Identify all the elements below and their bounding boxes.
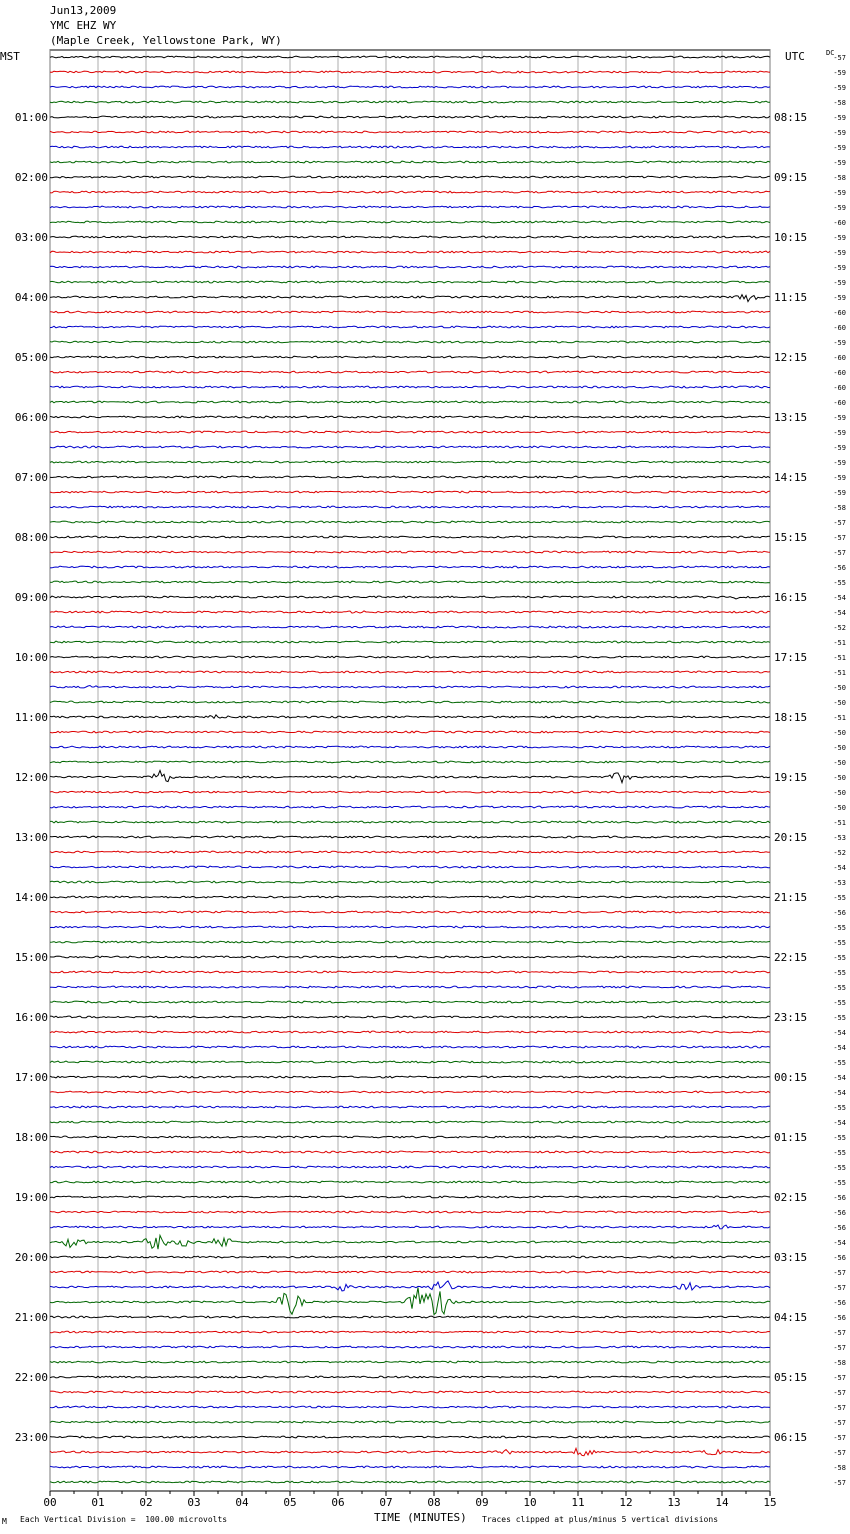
x-tick-label: 07 xyxy=(379,1496,393,1509)
dc-offset-label: -50 xyxy=(833,729,846,737)
seismic-trace xyxy=(50,1076,770,1078)
seismic-trace xyxy=(50,686,770,688)
left-hour-label: 11:00 xyxy=(14,711,48,724)
dc-offset-label: -59 xyxy=(833,444,846,452)
dc-offset-label: -59 xyxy=(833,69,846,77)
dc-offset-label: -59 xyxy=(833,189,846,197)
dc-offset-label: -59 xyxy=(833,414,846,422)
left-hour-label: 22:00 xyxy=(14,1371,48,1384)
left-hour-label: 01:00 xyxy=(14,111,48,124)
dc-offset-label: -55 xyxy=(833,1014,846,1022)
seismic-trace xyxy=(50,71,770,73)
dc-offset-label: -57 xyxy=(833,519,846,527)
left-hour-label: 23:00 xyxy=(14,1431,48,1444)
left-hour-label: 17:00 xyxy=(14,1071,48,1084)
dc-offset-label: -57 xyxy=(833,549,846,557)
seismic-trace xyxy=(50,1181,770,1183)
seismic-trace xyxy=(50,881,770,883)
x-tick-label: 01 xyxy=(91,1496,105,1509)
dc-offset-label: -59 xyxy=(833,84,846,92)
chart-date: Jun13,2009 xyxy=(50,4,117,17)
dc-offset-label: -56 xyxy=(833,1224,846,1232)
dc-offset-label: -57 xyxy=(833,1404,846,1412)
seismic-trace xyxy=(50,611,770,613)
dc-offset-label: -57 xyxy=(833,1434,846,1442)
dc-offset-label: -58 xyxy=(833,504,846,512)
left-hour-label: 09:00 xyxy=(14,591,48,604)
seismic-trace xyxy=(50,566,770,568)
seismic-trace xyxy=(50,1106,770,1108)
right-hour-label: 01:15 xyxy=(774,1131,808,1144)
right-hour-label: 19:15 xyxy=(774,771,808,784)
dc-offset-label: -50 xyxy=(833,699,846,707)
dc-offset-label: -59 xyxy=(833,489,846,497)
dc-offset-label: -53 xyxy=(833,834,846,842)
seismic-trace xyxy=(50,1225,770,1229)
seismic-trace xyxy=(50,866,770,868)
right-hour-label: 17:15 xyxy=(774,651,808,664)
dc-offset-label: -55 xyxy=(833,1059,846,1067)
seismic-trace xyxy=(50,641,770,643)
dc-offset-label: -58 xyxy=(833,1464,846,1472)
dc-offset-label: -53 xyxy=(833,879,846,887)
dc-offset-label: -54 xyxy=(833,1239,846,1247)
seismic-trace xyxy=(50,146,770,148)
dc-offset-label: -60 xyxy=(833,309,846,317)
seismic-trace xyxy=(50,1256,770,1258)
seismic-trace xyxy=(50,581,770,583)
right-hour-label: 03:15 xyxy=(774,1251,808,1264)
dc-offset-label: -55 xyxy=(833,999,846,1007)
dc-offset-label: -55 xyxy=(833,579,846,587)
dc-offset-label: -50 xyxy=(833,684,846,692)
seismic-trace xyxy=(50,1288,770,1315)
right-hour-label: 08:15 xyxy=(774,111,808,124)
dc-offset-label: -57 xyxy=(833,1329,846,1337)
seismic-trace xyxy=(50,131,770,133)
dc-offset-label: -50 xyxy=(833,804,846,812)
dc-offset-label: -60 xyxy=(833,354,846,362)
dc-offset-label: -58 xyxy=(833,1359,846,1367)
seismic-trace xyxy=(50,971,770,973)
seismic-trace xyxy=(50,791,770,793)
seismic-trace xyxy=(50,1271,770,1273)
seismic-trace xyxy=(50,506,770,508)
seismic-trace xyxy=(50,191,770,193)
left-hour-label: 04:00 xyxy=(14,291,48,304)
seismic-trace xyxy=(50,770,770,782)
dc-offset-label: -50 xyxy=(833,774,846,782)
clipping-note: Traces clipped at plus/minus 5 vertical divisions xyxy=(482,1515,719,1524)
seismic-trace xyxy=(50,1196,770,1198)
dc-offset-label: -55 xyxy=(833,894,846,902)
dc-offset-label: -60 xyxy=(833,369,846,377)
x-tick-label: 02 xyxy=(139,1496,153,1509)
dc-offset-label: -59 xyxy=(833,279,846,287)
dc-offset-label: -56 xyxy=(833,909,846,917)
dc-offset-label: -50 xyxy=(833,744,846,752)
dc-offset-label: -56 xyxy=(833,1194,846,1202)
seismic-trace xyxy=(50,1391,770,1393)
dc-offset-label: -56 xyxy=(833,1299,846,1307)
dc-offset-label: -52 xyxy=(833,849,846,857)
x-tick-label: 08 xyxy=(427,1496,441,1509)
dc-offset-label: -60 xyxy=(833,384,846,392)
seismic-trace xyxy=(50,206,770,208)
seismic-trace xyxy=(50,116,770,118)
seismic-trace xyxy=(50,1448,770,1455)
dc-offset-label: -56 xyxy=(833,1314,846,1322)
dc-offset-label: -57 xyxy=(833,1269,846,1277)
vertical-scale-note: Each Vertical Division = 100.00 microvolts xyxy=(20,1515,228,1524)
seismic-trace xyxy=(50,1151,770,1153)
seismic-trace xyxy=(50,1281,770,1291)
x-tick-label: 13 xyxy=(667,1496,681,1509)
dc-offset-label: -54 xyxy=(833,1074,846,1082)
right-hour-label: 04:15 xyxy=(774,1311,808,1324)
x-tick-label: 09 xyxy=(475,1496,489,1509)
seismic-trace xyxy=(50,1466,770,1468)
dc-offset-label: -56 xyxy=(833,1209,846,1217)
dc-offset-label: -59 xyxy=(833,474,846,482)
x-tick-label: 03 xyxy=(187,1496,201,1509)
right-hour-label: 20:15 xyxy=(774,831,808,844)
seismic-trace xyxy=(50,1235,770,1249)
dc-offset-label: -59 xyxy=(833,294,846,302)
dc-offset-label: -59 xyxy=(833,204,846,212)
dc-offset-label: -55 xyxy=(833,1179,846,1187)
seismic-trace xyxy=(50,1331,770,1333)
seismic-trace xyxy=(50,536,770,538)
seismic-trace xyxy=(50,1421,770,1423)
seismic-trace xyxy=(50,176,770,178)
seismic-trace xyxy=(50,1046,770,1048)
dc-offset-label: -59 xyxy=(833,159,846,167)
dc-offset-label: -59 xyxy=(833,429,846,437)
seismic-trace xyxy=(50,806,770,808)
seismic-trace xyxy=(50,1001,770,1003)
dc-offset-label: -55 xyxy=(833,969,846,977)
dc-offset-label: -55 xyxy=(833,954,846,962)
seismic-trace xyxy=(50,941,770,943)
seismic-trace xyxy=(50,295,770,302)
left-hour-label: 18:00 xyxy=(14,1131,48,1144)
seismic-trace xyxy=(50,896,770,898)
left-hour-label: 15:00 xyxy=(14,951,48,964)
seismic-trace xyxy=(50,1376,770,1378)
seismic-trace xyxy=(50,1346,770,1348)
seismic-trace xyxy=(50,251,770,253)
right-hour-label: 09:15 xyxy=(774,171,808,184)
seismic-trace xyxy=(50,416,770,418)
x-tick-label: 04 xyxy=(235,1496,249,1509)
seismic-trace xyxy=(50,326,770,328)
x-tick-label: 00 xyxy=(43,1496,57,1509)
seismic-trace xyxy=(50,1061,770,1063)
seismic-trace xyxy=(50,851,770,853)
dc-offset-label: -54 xyxy=(833,1044,846,1052)
dc-offset-header: DC xyxy=(826,49,835,57)
x-tick-label: 15 xyxy=(763,1496,777,1509)
dc-offset-label: -59 xyxy=(833,144,846,152)
dc-offset-label: -57 xyxy=(833,1449,846,1457)
dc-offset-label: -60 xyxy=(833,324,846,332)
left-hour-label: 20:00 xyxy=(14,1251,48,1264)
seismic-trace xyxy=(50,1121,770,1123)
dc-offset-label: -51 xyxy=(833,639,846,647)
x-tick-label: 14 xyxy=(715,1496,729,1509)
right-hour-label: 18:15 xyxy=(774,711,808,724)
dc-offset-label: -55 xyxy=(833,939,846,947)
dc-offset-label: -54 xyxy=(833,864,846,872)
dc-offset-label: -57 xyxy=(833,534,846,542)
dc-offset-label: -60 xyxy=(833,219,846,227)
right-hour-label: 00:15 xyxy=(774,1071,808,1084)
left-hour-label: 06:00 xyxy=(14,411,48,424)
dc-offset-label: -52 xyxy=(833,624,846,632)
x-axis-title: TIME (MINUTES) xyxy=(374,1511,467,1524)
seismic-trace xyxy=(50,521,770,523)
left-hour-label: 21:00 xyxy=(14,1311,48,1324)
x-tick-label: 10 xyxy=(523,1496,537,1509)
seismic-trace xyxy=(50,1016,770,1018)
dc-offset-label: -57 xyxy=(833,1479,846,1487)
x-tick-label: 12 xyxy=(619,1496,633,1509)
dc-offset-label: -50 xyxy=(833,759,846,767)
dc-offset-label: -58 xyxy=(833,174,846,182)
dc-offset-label: -55 xyxy=(833,1164,846,1172)
seismic-trace xyxy=(50,341,770,343)
seismic-trace xyxy=(50,731,770,733)
seismic-trace xyxy=(50,281,770,283)
right-hour-label: 15:15 xyxy=(774,531,808,544)
dc-offset-label: -55 xyxy=(833,1134,846,1142)
dc-offset-label: -55 xyxy=(833,984,846,992)
x-tick-label: 06 xyxy=(331,1496,345,1509)
seismic-trace xyxy=(50,386,770,388)
seismic-trace xyxy=(50,986,770,988)
seismic-trace xyxy=(50,671,770,673)
left-hour-label: 02:00 xyxy=(14,171,48,184)
dc-offset-label: -51 xyxy=(833,714,846,722)
right-hour-label: 05:15 xyxy=(774,1371,808,1384)
left-hour-label: 12:00 xyxy=(14,771,48,784)
dc-offset-label: -51 xyxy=(833,669,846,677)
right-hour-label: 02:15 xyxy=(774,1191,808,1204)
seismic-trace xyxy=(50,926,770,928)
dc-offset-label: -50 xyxy=(833,789,846,797)
left-timezone-label: MST xyxy=(0,50,20,63)
seismic-trace xyxy=(50,715,770,718)
left-hour-label: 08:00 xyxy=(14,531,48,544)
seismic-trace xyxy=(50,1136,770,1138)
right-hour-label: 13:15 xyxy=(774,411,808,424)
left-hour-label: 05:00 xyxy=(14,351,48,364)
right-hour-label: 11:15 xyxy=(774,291,808,304)
dc-offset-label: -54 xyxy=(833,609,846,617)
dc-offset-label: -59 xyxy=(833,339,846,347)
seismic-trace xyxy=(50,56,770,58)
seismic-trace xyxy=(50,1091,770,1093)
dc-offset-label: -59 xyxy=(833,459,846,467)
left-hour-label: 07:00 xyxy=(14,471,48,484)
dc-offset-label: -58 xyxy=(833,99,846,107)
dc-offset-label: -59 xyxy=(833,264,846,272)
left-hour-label: 10:00 xyxy=(14,651,48,664)
seismic-trace xyxy=(50,596,770,599)
seismic-trace xyxy=(50,236,770,238)
seismic-trace xyxy=(50,1211,770,1213)
right-hour-label: 21:15 xyxy=(774,891,808,904)
dc-offset-label: -59 xyxy=(833,234,846,242)
right-hour-label: 14:15 xyxy=(774,471,808,484)
seismic-trace xyxy=(50,101,770,103)
seismic-trace xyxy=(50,311,770,313)
seismic-trace xyxy=(50,371,770,373)
right-hour-label: 16:15 xyxy=(774,591,808,604)
seismic-trace xyxy=(50,266,770,268)
dc-offset-label: -51 xyxy=(833,654,846,662)
seismic-trace xyxy=(50,1361,770,1363)
dc-offset-label: -57 xyxy=(833,1389,846,1397)
seismic-trace xyxy=(50,476,770,478)
dc-offset-label: -54 xyxy=(833,1029,846,1037)
footer-mark: M xyxy=(2,1517,7,1526)
dc-offset-label: -57 xyxy=(833,1419,846,1427)
x-tick-label: 05 xyxy=(283,1496,297,1509)
right-hour-label: 06:15 xyxy=(774,1431,808,1444)
seismic-trace xyxy=(50,1481,770,1483)
dc-offset-label: -55 xyxy=(833,1149,846,1157)
left-hour-label: 03:00 xyxy=(14,231,48,244)
station-code: YMC EHZ WY xyxy=(50,19,117,32)
dc-offset-label: -59 xyxy=(833,129,846,137)
dc-offset-label: -54 xyxy=(833,1089,846,1097)
dc-offset-label: -56 xyxy=(833,1254,846,1262)
seismic-trace xyxy=(50,956,770,958)
dc-offset-label: -51 xyxy=(833,819,846,827)
dc-offset-label: -57 xyxy=(833,1344,846,1352)
station-location: (Maple Creek, Yellowstone Park, WY) xyxy=(50,34,282,47)
left-hour-label: 16:00 xyxy=(14,1011,48,1024)
left-hour-label: 19:00 xyxy=(14,1191,48,1204)
dc-offset-label: -57 xyxy=(833,54,846,62)
seismic-trace xyxy=(50,221,770,223)
seismic-trace xyxy=(50,446,770,448)
dc-offset-label: -57 xyxy=(833,1374,846,1382)
seismic-trace xyxy=(50,86,770,88)
dc-offset-label: -55 xyxy=(833,1104,846,1112)
seismic-trace xyxy=(50,491,770,493)
seismic-trace xyxy=(50,701,770,703)
dc-offset-label: -57 xyxy=(833,1284,846,1292)
seismic-trace xyxy=(50,746,770,748)
seismic-trace xyxy=(50,1436,770,1438)
right-hour-label: 22:15 xyxy=(774,951,808,964)
seismic-trace xyxy=(50,626,770,628)
dc-offset-label: -59 xyxy=(833,114,846,122)
seismic-trace xyxy=(50,911,770,913)
dc-offset-label: -55 xyxy=(833,924,846,932)
seismic-trace xyxy=(50,1316,770,1318)
seismic-trace xyxy=(50,836,770,838)
dc-offset-label: -54 xyxy=(833,594,846,602)
seismic-trace xyxy=(50,356,770,358)
right-hour-label: 12:15 xyxy=(774,351,808,364)
seismic-trace xyxy=(50,1406,770,1408)
right-timezone-label: UTC xyxy=(785,50,805,63)
seismic-trace xyxy=(50,551,770,553)
left-hour-label: 14:00 xyxy=(14,891,48,904)
seismic-trace xyxy=(50,761,770,763)
dc-offset-label: -56 xyxy=(833,564,846,572)
seismic-trace xyxy=(50,656,770,658)
right-hour-label: 23:15 xyxy=(774,1011,808,1024)
seismic-trace xyxy=(50,1166,770,1168)
dc-offset-label: -60 xyxy=(833,399,846,407)
seismic-trace xyxy=(50,161,770,163)
dc-offset-label: -54 xyxy=(833,1119,846,1127)
x-tick-label: 11 xyxy=(571,1496,585,1509)
seismic-trace xyxy=(50,821,770,823)
right-hour-label: 10:15 xyxy=(774,231,808,244)
seismic-trace xyxy=(50,431,770,433)
seismic-trace xyxy=(50,1031,770,1033)
seismic-trace xyxy=(50,401,770,403)
dc-offset-label: -59 xyxy=(833,249,846,257)
seismic-trace xyxy=(50,461,770,463)
left-hour-label: 13:00 xyxy=(14,831,48,844)
